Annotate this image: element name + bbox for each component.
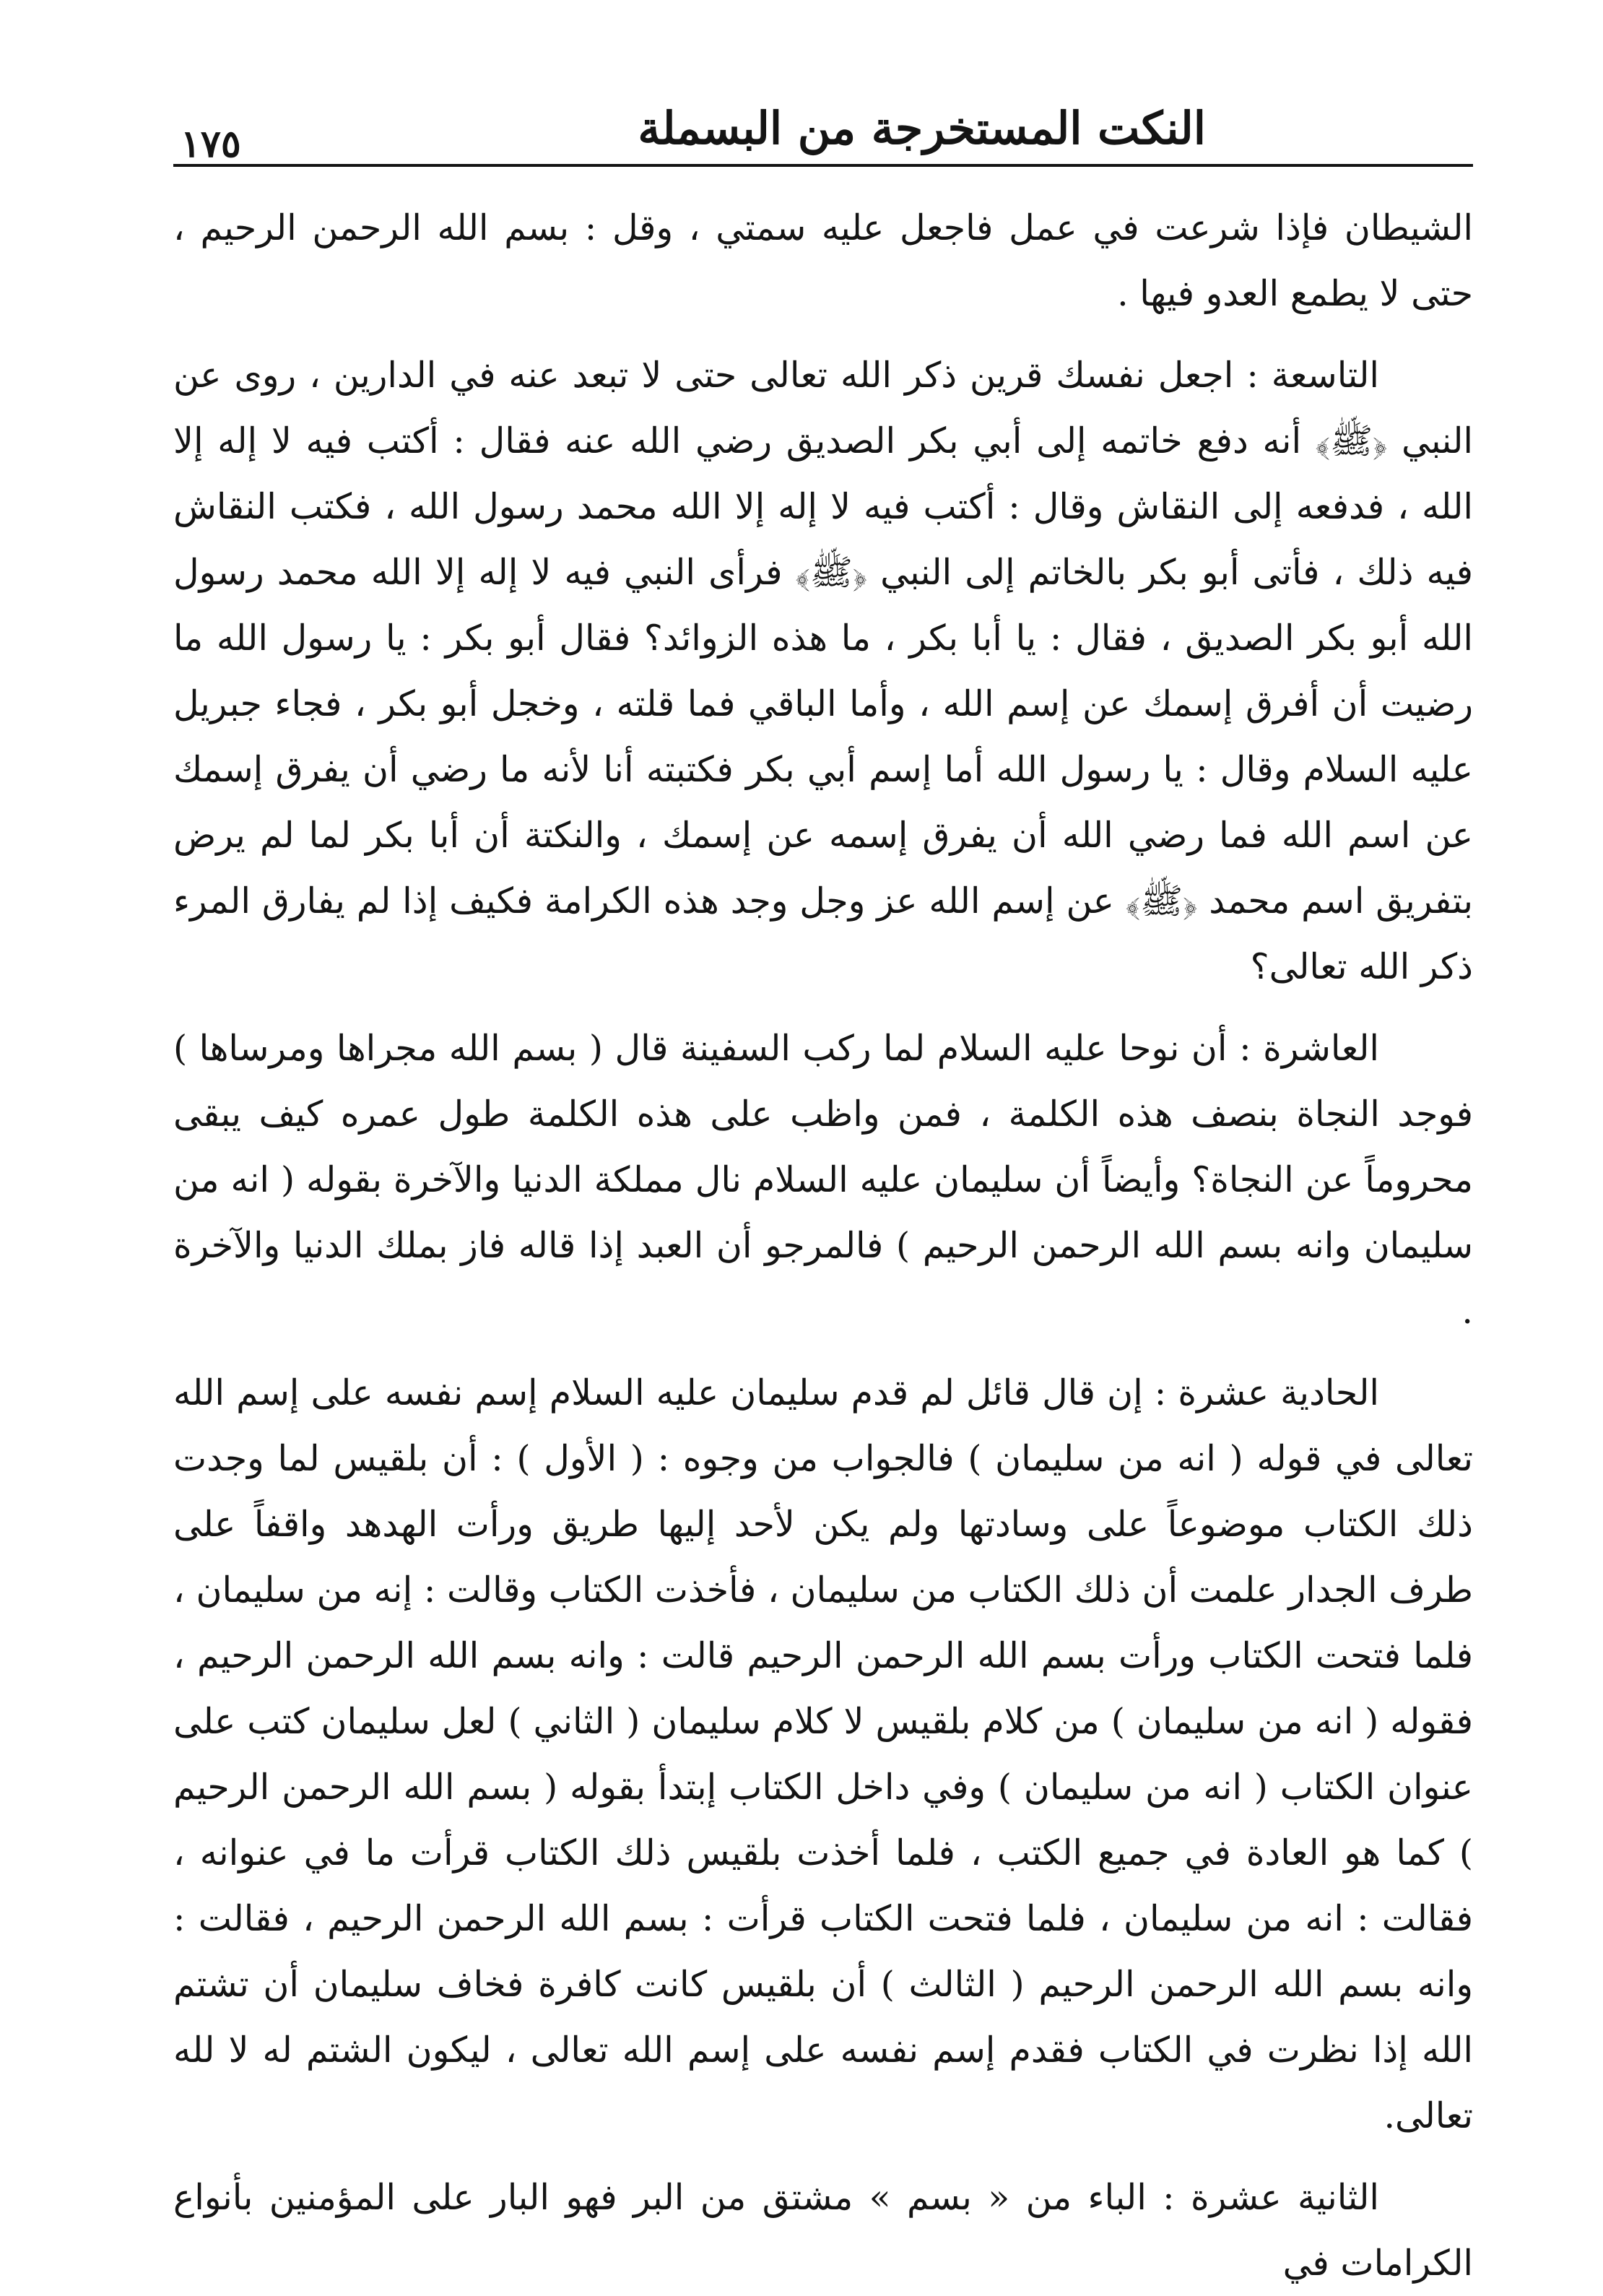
paragraph-ninth: التاسعة : اجعل نفسك قرين ذكر الله تعالى حتى لا تبعد عنه في الدارين ، روى عن النبي ﴿ﷺ﴾ أنه دفع خاتمه إلى أبي بكر الصديق رضي الله عنه فقال : أكتب فيه لا إله إلا الله ، فدفعه إلى النقاش وقال : أكتب فيه لا إله إلا الله محمد رسول الله ، فكتب النقاش فيه ذلك ، فأتى أبو بكر بالخاتم إلى النبي ﴿ﷺ﴾ فرأى النبي فيه لا إله إلا الله محمد رسول الله أبو بكر الصديق ، فقال : يا أبا بكر ، ما هذه الزوائد؟ فقال أبو بكر : يا رسول الله ما رضيت أن أفرق إسمك عن إسم الله ، وأما الباقي فما قلته ، وخجل أبو بكر ، فجاء جبريل عليه السلام وقال : يا رسول الله أما إسم أبي بكر فكتبته أنا لأنه ما رضي أن يفرق إسمك عن اسم الله فما رضي الله أن يفرق إسمه عن إسمك ، والنكتة أن أبا بكر لما لم يرض بتفريق اسم محمد ﴿ﷺ﴾ عن إسم الله عز وجل وجد هذه الكرامة فكيف إذا لم يفارق المرء ذكر الله تعالى؟ [173, 355, 1473, 987]
paragraph-eleventh: الحادية عشرة : إن قال قائل لم قدم سليمان عليه السلام إسم نفسه على إسم الله تعالى في قوله ( انه من سليمان ) فالجواب من وجوه : ( الأول ) : أن بلقيس لما وجدت ذلك الكتاب موضوعاً على وسادتها ولم يكن لأحد إليها طريق ورأت الهدهد واقفاً على طرف الجدار علمت أن ذلك الكتاب من سليمان ، فأخذت الكتاب وقالت : إنه من سليمان ، فلما فتحت الكتاب ورأت بسم الله الرحمن الرحيم قالت : وانه بسم الله الرحمن الرحيم ، فقوله ( انه من سليمان ) من كلام بلقيس لا كلام سليمان ( الثاني ) لعل سليمان كتب على عنوان الكتاب ( انه من سليمان ) وفي داخل الكتاب إبتدأ بقوله ( بسم الله الرحمن الرحيم ) كما هو العادة في جميع الكتب ، فلما أخذت بلقيس ذلك الكتاب قرأت ما في عنوانه ، فقالت : انه من سليمان ، فلما فتحت الكتاب قرأت : بسم الله الرحمن الرحيم ، فقالت : وانه بسم الله الرحمن الرحيم ( الثالث ) أن بلقيس كانت كافرة فخاف سليمان أن تشتم الله إذا نظرت في الكتاب فقدم إسم نفسه على إسم الله تعالى ، ليكون الشتم له لا لله تعالى. [173, 1372, 1473, 2136]
page-number: ١٧٥ [181, 122, 241, 166]
running-title: النكت المستخرجة من البسملة [638, 102, 1206, 155]
header-divider [173, 164, 1473, 167]
paragraph-continuation: الشيطان فإذا شرعت في عمل فاجعل عليه سمتي ، وقل : بسم الله الرحمن الرحيم ، حتى لا يطمع العدو فيها . [173, 207, 1473, 314]
running-header [173, 87, 1473, 173]
body-text [173, 195, 1473, 2296]
paragraph-tenth: العاشرة : أن نوحا عليه السلام لما ركب السفينة قال ( بسم الله مجراها ومرساها ) فوجد النجاة بنصف هذه الكلمة ، فمن واظب على هذه الكلمة طول عمره كيف يبقى محروماً عن النجاة؟ وأيضاً أن سليمان عليه السلام نال مملكة الدنيا والآخرة بقوله ( انه من سليمان وانه بسم الله الرحمن الرحيم ) فالمرجو أن العبد إذا قاله فاز بملك الدنيا والآخرة . [173, 1028, 1473, 1332]
paragraph-twelfth: الثانية عشرة : الباء من « بسم » مشتق من البر فهو البار على المؤمنين بأنواع الكرامات في [173, 2177, 1473, 2284]
